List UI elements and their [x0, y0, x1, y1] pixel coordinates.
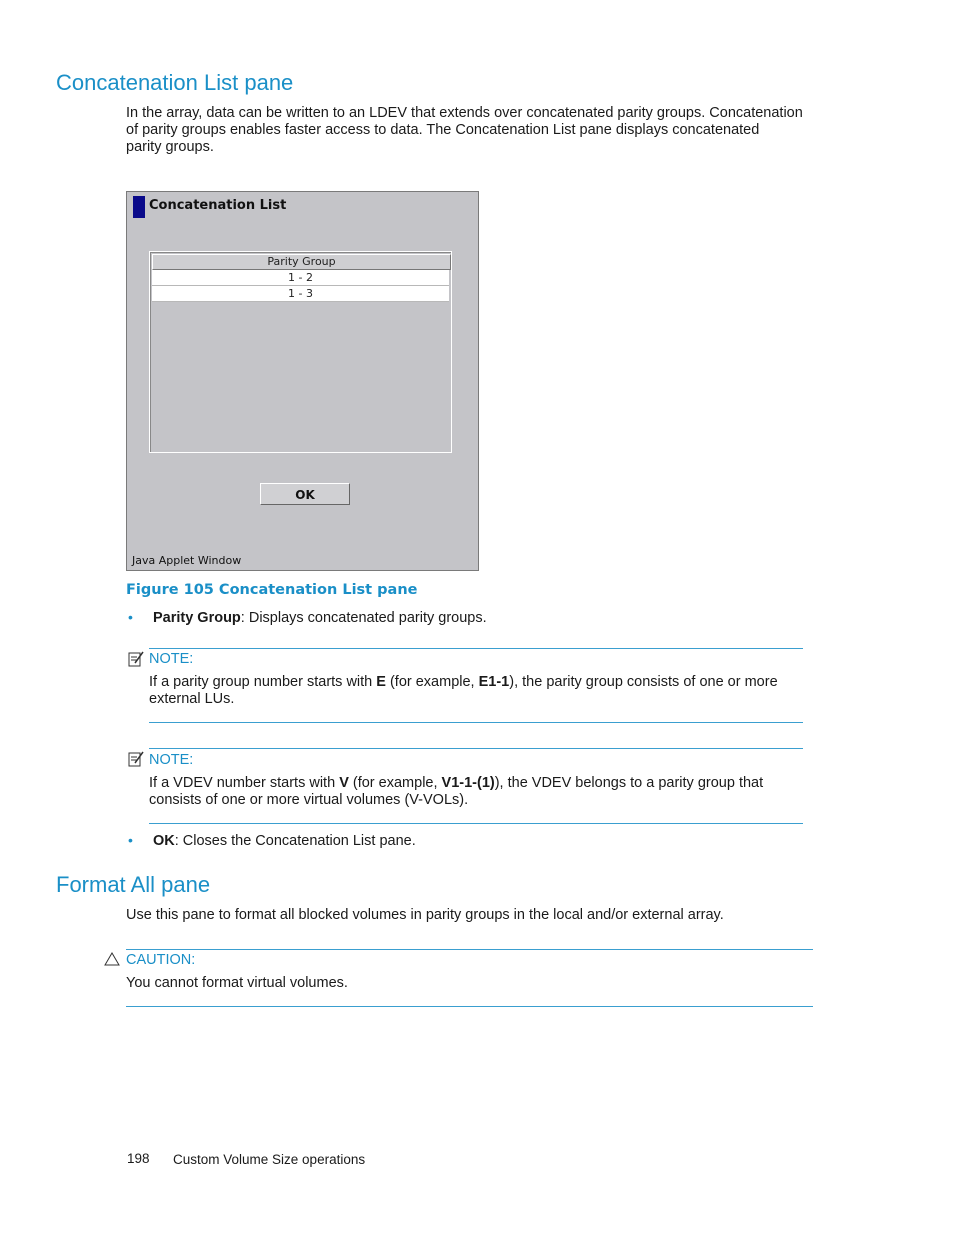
- caution-bottom-rule: [126, 1006, 813, 1007]
- format-all-intro: Use this pane to format all blocked volumes in parity groups in the local and/or external array.: [126, 907, 724, 923]
- note1-text-b: E: [376, 674, 386, 690]
- note1-top-rule: [149, 648, 803, 649]
- page-number: 198: [127, 1151, 150, 1166]
- note2-top-rule: [149, 748, 803, 749]
- note2-bottom-rule: [149, 823, 803, 824]
- desc-ok: : Closes the Concatenation List pane.: [174, 833, 416, 849]
- note1-body: [149, 674, 809, 708]
- list-item[interactable]: 1 - 2: [152, 270, 449, 286]
- note1-label: NOTE:: [149, 651, 194, 667]
- list-item[interactable]: 1 - 3: [152, 286, 449, 302]
- parity-group-list[interactable]: [149, 251, 452, 453]
- section-heading-format-all: Format All pane: [56, 872, 211, 897]
- bullet-ok: [128, 832, 828, 850]
- applet-window-label: Java Applet Window: [132, 554, 242, 567]
- note2-line-2: consists of one or more virtual volumes (V-VOLs).: [149, 792, 469, 808]
- concatenation-list-window: [126, 191, 479, 571]
- note2-line-1: [149, 775, 809, 792]
- title-mark: [133, 196, 145, 218]
- bullet-icon: •: [128, 832, 133, 848]
- note2-label: NOTE:: [149, 752, 194, 768]
- window-title: Concatenation List: [149, 198, 287, 213]
- note-icon: [127, 650, 145, 673]
- desc-parity-group: : Displays concatenated parity groups.: [240, 610, 487, 626]
- intro-paragraph: [126, 105, 846, 156]
- note2-body: [149, 775, 809, 809]
- bullet-parity-group: [128, 609, 828, 627]
- note2-text-b: V: [339, 775, 349, 791]
- note2-text-c: (for example,: [348, 775, 442, 791]
- column-header-parity-group[interactable]: Parity Group: [152, 254, 451, 270]
- term-ok: OK: [152, 833, 175, 849]
- chapter-title: Custom Volume Size operations: [173, 1152, 366, 1167]
- note1-text-d: E1-1: [478, 674, 510, 690]
- note1-line-1: [149, 674, 809, 691]
- note-icon: [127, 750, 145, 773]
- note2-text-a: If a VDEV number starts with: [149, 775, 340, 791]
- intro-line-1: In the array, data can be written to an LDEV that extends over concatenated parity groups. Concatenation: [126, 105, 803, 121]
- figure-caption: Figure 105 Concatenation List pane: [126, 582, 418, 598]
- term-parity-group: Parity Group: [152, 610, 241, 626]
- note1-text-e: ), the parity group consists of one or more: [509, 674, 778, 690]
- caution-triangle-icon: [104, 951, 120, 972]
- bullet-icon: •: [128, 609, 133, 625]
- caution-label: CAUTION:: [126, 952, 196, 968]
- note1-text-c: (for example,: [385, 674, 479, 690]
- note1-text-a: If a parity group number starts with: [149, 674, 377, 690]
- note2-text-e: ), the VDEV belongs to a parity group that: [494, 775, 764, 791]
- note1-line-2: external LUs.: [149, 691, 235, 707]
- section-heading-concatenation: Concatenation List pane: [56, 70, 294, 95]
- note1-bottom-rule: [149, 722, 803, 723]
- intro-line-3: parity groups.: [126, 139, 214, 155]
- note2-text-d: V1-1-(1): [441, 775, 495, 791]
- ok-button[interactable]: OK: [260, 483, 350, 505]
- caution-text: You cannot format virtual volumes.: [126, 975, 348, 991]
- intro-line-2: of parity groups enables faster access to data. The Concatenation List pane displays concatenated: [126, 122, 760, 138]
- caution-top-rule: [126, 949, 813, 950]
